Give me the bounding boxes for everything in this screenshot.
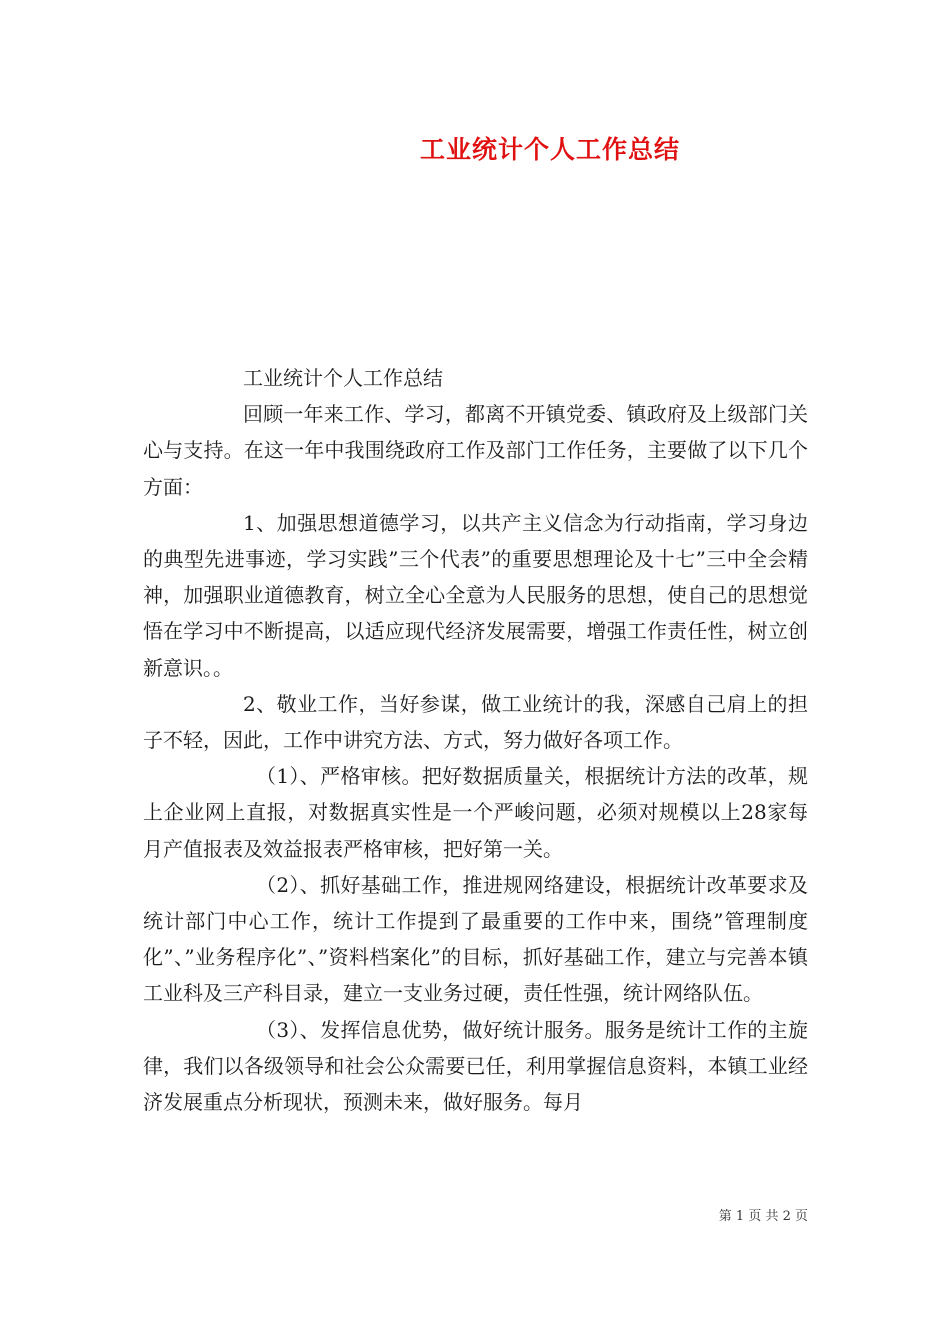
paragraph-item-2: 2、敬业工作，当好参谋，做工业统计的我，深感自己肩上的担子不轻，因此，工作中讲究方法、方式，努力做好各项工作。 bbox=[143, 691, 808, 753]
paragraph-intro: 回顾一年来工作、学习，都离不开镇党委、镇政府及上级部门关心与支持。在这一年中我围绕政府工作及部门工作任务，主要做了以下几个方面： bbox=[143, 402, 808, 499]
document-body bbox=[143, 360, 808, 1120]
paragraph-subitem-2: （2）、抓好基础工作，推进规网络建设，根据统计改革要求及统计部门中心工作，统计工作提到了最重要的工作中来，围绕”管理制度化”、”业务程序化”、”资料档案化”的目标，抓好基础工作，建立与完善本镇工业科及三产科目录，建立一支业务过硬，责任性强，统计网络队伍。 bbox=[143, 872, 808, 1006]
document-title: 工业统计个人工作总结 bbox=[419, 135, 680, 164]
page-number: 第 1 页 共 2 页 bbox=[718, 1209, 808, 1224]
body-heading: 工业统计个人工作总结 bbox=[243, 366, 443, 390]
paragraph-item-1: 1、加强思想道德学习，以共产主义信念为行动指南，学习身边的典型先进事迹，学习实践”三个代表”的重要思想理论及十七”三中全会精神，加强职业道德教育，树立全心全意为人民服务的思想，使自己的思想觉悟在学习中不断提高，以适应现代经济发展需要，增强工作责任性，树立创新意识。。 bbox=[143, 510, 808, 680]
paragraph-subitem-1: （1）、严格审核。把好数据质量关，根据统计方法的改革，规上企业网上直报，对数据真实性是一个严峻问题，必须对规模以上28家每月产值报表及效益报表严格审核，把好第一关。 bbox=[143, 764, 808, 861]
paragraph-subitem-3: （3）、发挥信息优势，做好统计服务。服务是统计工作的主旋律，我们以各级领导和社会公众需要已任，利用掌握信息资料，本镇工业经济发展重点分析现状，预测未来，做好服务。每月 bbox=[143, 1017, 808, 1115]
